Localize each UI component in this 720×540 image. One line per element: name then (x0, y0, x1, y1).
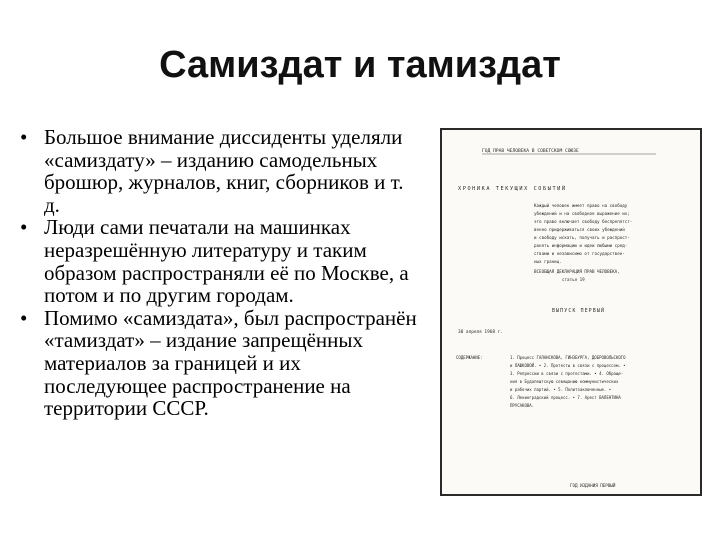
doc-issue-label: ВЫПУСК ПЕРВЫЙ (552, 309, 606, 314)
bullet-list (18, 126, 424, 420)
samizdat-document-image (440, 128, 702, 496)
doc-subheader: ХРОНИКА ТЕКУЩИХ СОБЫТИЙ (458, 186, 567, 192)
doc-contents-line: 3. Репрессии в связи с протестами. • 4. Обраще- (510, 371, 624, 376)
bullet-marker: • (20, 215, 28, 240)
doc-epigraph-line: это право включает свободу беспрепятст- (534, 219, 633, 224)
doc-contents-line: и ЛАШКОВОЙ. • 2. Протесты в связи с процессом. • (510, 363, 626, 368)
document-scan (442, 130, 700, 494)
bullet-marker: • (20, 305, 28, 330)
bullet-item (18, 216, 424, 306)
doc-epigraph-article: статья 19 (562, 277, 585, 282)
bullet-marker: • (20, 125, 28, 149)
bullet-text: Помимо «самиздата», был распространён «тамиздат» – издание запрещённых материалов за границей и их последующее распространение на территории СССР. (44, 305, 417, 421)
doc-contents-label: СОДЕРЖАНИЕ: (456, 355, 483, 360)
bullet-text: Большое внимание диссиденты уделяли «самиздату» – изданию самодельных брошюр, журналов, книг, сборников и т. д. (44, 125, 404, 217)
doc-epigraph-line: ранять информацию и идеи любыми сред- (534, 243, 628, 248)
doc-epigraph-line: ствами и независимо от государствен- (534, 251, 625, 256)
doc-epigraph-line: ных границ. (534, 259, 562, 264)
slide-title: Самиздат и тамиздат (159, 44, 561, 86)
doc-epigraph-line: убеждений и на свободное выражение их; (534, 211, 630, 216)
doc-epigraph-line: Каждый человек имеет право на свободу (534, 203, 628, 208)
doc-header: ГОД ПРАВ ЧЕЛОВЕКА В СОВЕТСКОМ СОЮЗЕ (482, 149, 579, 154)
doc-epigraph-source: ВСЕОБЩАЯ ДЕКЛАРАЦИЯ ПРАВ ЧЕЛОВЕКА, (534, 269, 620, 274)
doc-contents-line: и рабочих партий. • 5. Политзаключенные. • (510, 387, 612, 392)
doc-footer: ГОД ИЗДАНИЯ ПЕРВЫЙ (570, 483, 616, 488)
doc-contents-line: ПРУСАКОВА. (510, 403, 535, 408)
doc-contents-line: ния в Будапештскую совещанию коммунистических (510, 379, 619, 384)
bullet-item (18, 126, 424, 216)
doc-contents-line: 6. Ленинградский процесс. • 7. Арест ВАЛЕНТИНА (510, 395, 621, 400)
bullet-item (18, 307, 424, 420)
doc-epigraph-line: венно придерживаться своих убеждений (534, 227, 625, 232)
doc-epigraph-line: и свободу искать, получать и распрост- (534, 235, 630, 240)
doc-contents-line: 1. Процесс ГАЛАНСКОВА, ГИНЗБУРГА, ДОБРОВОЛЬСКОГО (510, 355, 626, 360)
bullet-text: Люди сами печатали на машинках неразрешённую литературу и таким образом распространяли её по Москве, а потом и по другим городам. (44, 215, 409, 308)
doc-date: 30 апреля 1968 г. (458, 330, 503, 335)
